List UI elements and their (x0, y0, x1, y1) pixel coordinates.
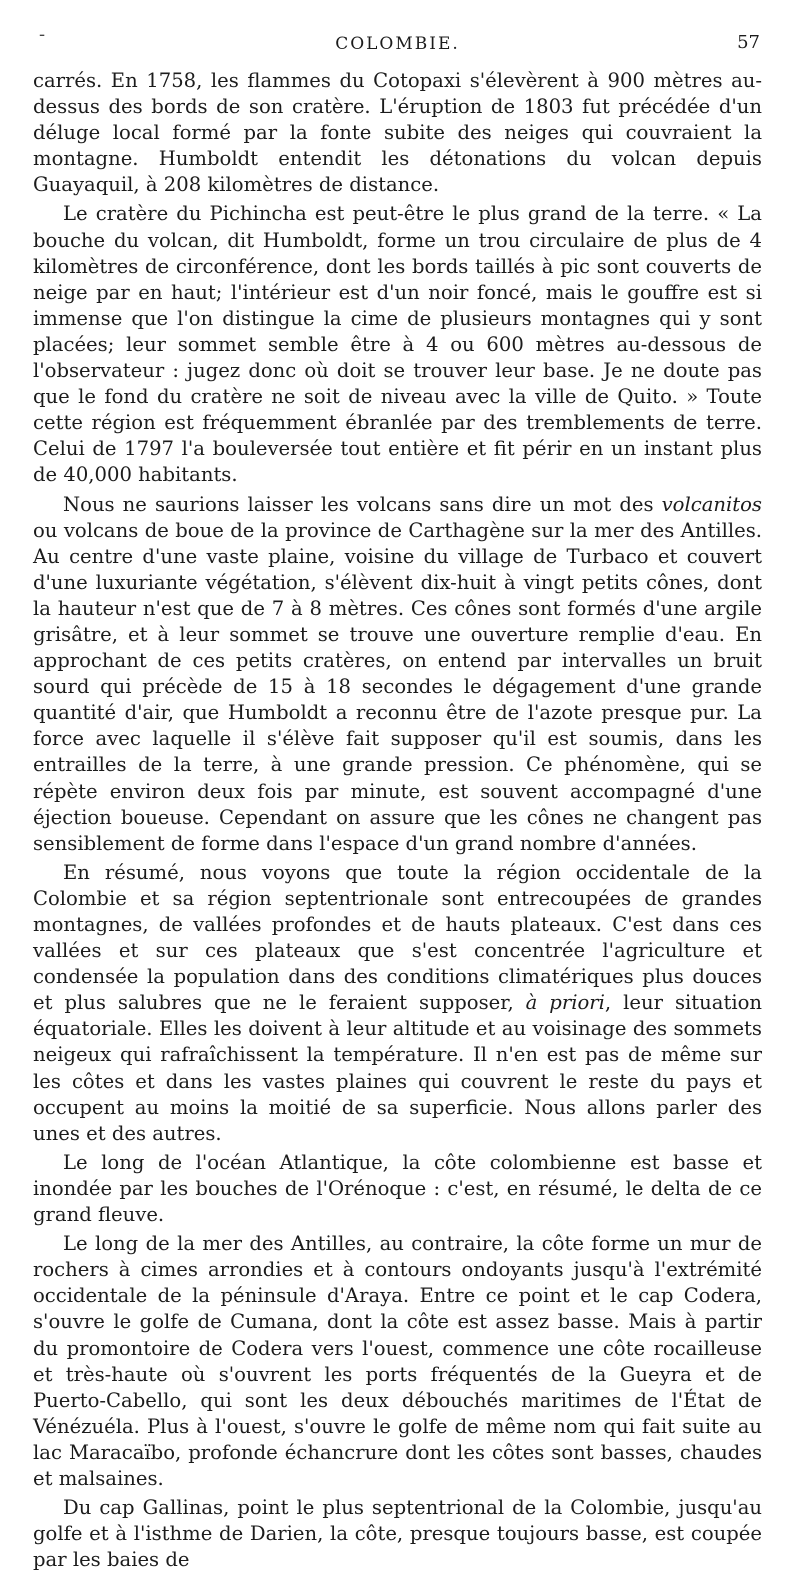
paragraph-pichincha-crater: Le cratère du Pichincha est peut-être le plus grand de la terre. « La bouche du volcan, dit Humboldt, forme un trou circulaire de plus de 4 kilomètres de circonférence, dont les bords taillés à pic sont couverts de neige par en haut; l'intérieur est d'un noir foncé, mais le gouffre est si immense que l'on distingue la cime de plusieurs montagnes qui y sont placées; leur sommet semble être à 4 ou 600 mètres au-dessous de l'observateur : jugez donc où doit se trouver leur base. Je ne doute pas que le fond du cratère ne soit de niveau avec la ville de Quito. » Toute cette région est fréquemment ébranlée par des tremblements de terre. Celui de 1797 l'a bouleversée tout entière et fit périr en un instant plus de 40,000 habitants. (33, 202, 762, 487)
paragraph-text-after: ou volcans de boue de la province de Carthagène sur la mer des Antilles. Au centre d'une vaste plaine, voisine du village de Turbaco et couvert d'une luxuriante végétation, s'élèvent dix-huit à vingt petits cônes, dont la hauteur n'est que de 7 à 8 mètres. Ces cônes sont formés d'une argile grisâtre, et à leur sommet se trouve une ouverture remplie d'eau. En approchant de ces petits cratères, on entend par intervalles un bruit sourd qui précède de 15 à 18 secondes le dégagement d'une grande quantité d'air, que Humboldt a reconnu être de l'azote presque pur. La force avec laquelle il s'élève fait supposer qu'il est soumis, dans les entrailles de la terre, à une grande pression. Ce phénomène, qui se répète environ deux fois par minute, est souvent accompagné d'une éjection boueuse. Cependant on assure que les cônes ne changent pas sensiblement de forme dans l'espace d'un grand nombre d'années. (33, 518, 762, 855)
paragraph-resume-region (33, 860, 762, 1147)
paragraph-text-before: En résumé, nous voyons que toute la région occidentale de la Colombie et sa région septentrionale sont entrecoupées de grandes montagnes, de vallées profondes et de hauts plateaux. C'est dans ces vallées et sur ces plateaux que s'est concentrée l'agriculture et condensée la population dans des conditions climatériques plus douces et plus salubres que ne le feraient supposer, (33, 860, 762, 1015)
paragraph-text-before: Nous ne saurions laisser les volcans sans dire un mot des (63, 492, 662, 516)
paragraph-text-after: , leur situation équatoriale. Elles les doivent à leur altitude et au voisinage des sommets neigeux qui rafraîchissent la température. Il n'en est pas de même sur les côtes et dans les vastes plaines qui couvrent le reste du pays et occupent au moins la moitié de sa superficie. Nous allons parler des unes et des autres. (33, 991, 762, 1145)
emphasis-volcanitos: volcanitos (661, 492, 762, 516)
paragraph-atlantic-coast: Le long de l'océan Atlantique, la côte colombienne est basse et inondée par les bouches de l'Orénoque : c'est, en résumé, le delta de ce grand fleuve. (33, 1150, 762, 1227)
running-header (33, 22, 762, 68)
running-title: COLOMBIE. (335, 34, 460, 54)
emphasis-a-priori: à priori (525, 991, 605, 1015)
paragraph-cap-gallinas: Du cap Gallinas, point le plus septentrional de la Colombie, jusqu'au golfe et à l'isthme de Darien, la côte, presque toujours basse, est coupée par les baies de (33, 1496, 762, 1572)
corner-mark: - (39, 24, 46, 45)
paragraph-antilles-coast: Le long de la mer des Antilles, au contraire, la côte forme un mur de rochers à cimes arrondies et à contours ondoyants jusqu'à l'extrémité occidentale de la péninsule d'Araya. Entre ce point et le cap Codera, s'ouvre le golfe de Cumana, dont la côte est assez basse. Mais à partir du promontoire de Codera vers l'ouest, commence une côte rocailleuse et très-haute où s'ouvrent les ports fréquentés de la Gueyra et de Puerto-Cabello, qui sont les deux débouchés maritimes de l'État de Vénézuéla. Plus à l'ouest, s'ouvre le golfe de même nom qui fait suite au lac Maracaïbo, profonde échancrure dont les côtes sont basses, chaudes et malsaines. (33, 1232, 762, 1490)
body-text (33, 68, 762, 1573)
paragraph-cotopaxi-continued: carrés. En 1758, les flammes du Cotopaxi s'élevèrent à 900 mètres au-dessus des bords de son cratère. L'éruption de 1803 fut précédée d'un déluge local formé par la fonte subite des neiges qui couvraient la montagne. Humboldt entendit les détonations du volcan depuis Guayaquil, à 208 kilomètres de distance. (33, 69, 762, 197)
paragraph-volcanitos (33, 492, 762, 857)
page-number: 57 (737, 32, 760, 53)
